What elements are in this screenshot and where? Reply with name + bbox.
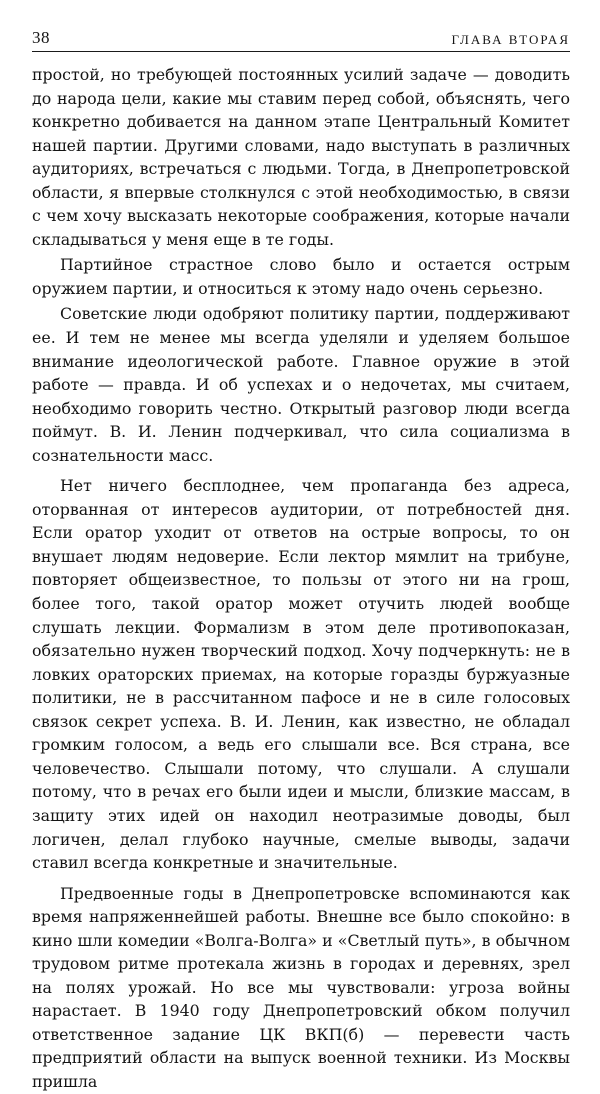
paragraph-party-word: Партийное страстное слово было и остается острым оружием партии, и относиться к этому надо очень серьезно. (32, 255, 570, 298)
running-header (32, 26, 570, 52)
paragraph-soviet-people: Советские люди одобряют политику партии, поддерживают ее. И тем не менее мы всегда уделяли и уделяем большое внимание идеологической работе. Главное оружие в этой работе — правда. И об успехах и о недочетах, мы считаем, необходимо говорить честно. Открытый разговор люди всегда поймут. В. И. Ленин подчеркивал, что сила социализма в сознательности масс. (32, 304, 570, 465)
book-page (32, 26, 570, 1094)
paragraph-continuation: простой, но требующей постоянных усилий задаче — доводить до народа цели, какие мы ставим перед собой, объяснять, чего конкретно добивается на данном этапе Центральный Комитет нашей партии. Другими словами, надо выступать в различных аудиториях, встречаться с людьми. Тогда, в Днепропетровской области, я впервые столкнулся с этой необходимостью, в связи с чем хочу высказать некоторые соображения, которые начали складываться у меня еще в те годы. (32, 65, 570, 249)
chapter-title: ГЛАВА ВТОРАЯ (451, 32, 570, 47)
paragraph-propaganda: Нет ничего бесплоднее, чем пропаганда без адреса, оторванная от интересов аудитории, от потребностей дня. Если оратор уходит от ответов на острые вопросы, то он внушает людям недоверие. Если лектор мямлит на трибуне, повторяет общеизвестное, то пользы от этого ни на грош, более того, такой оратор может отучить людей вообще слушать лекции. Формализм в этом деле противопоказан, обязательно нужен творческий подход. Хочу подчеркнуть: не в ловких ораторских приемах, на которые горазды буржуазные политики, не в рассчитанном пафосе и не в силе голосовых связок секрет успеха. В. И. Ленин, как известно, не обладал громким голосом, а ведь его слышали все. Вся страна, все человечество. Слышали потому, что слушали. А слушали потому, что в речах его были идеи и мысли, близкие массам, в защиту этих идей он находил неотразимые доводы, был логичен, делал глубоко научные, смелые выводы, задачи ставил всегда конкретные и значительные. (32, 476, 570, 873)
paragraph-prewar-years: Предвоенные годы в Днепропетровске вспоминаются как время напряженнейшей работы. Внешне все было спокойно: в кино шли комедии «Волга-Волга» и «Светлый путь», в обычном трудовом ритме протекала жизнь в городах и деревнях, зрел на полях урожай. Но все мы чувствовали: угроза войны нарастает. В 1940 году Днепропетровский обком получил ответственное задание ЦК ВКП(б) — перевести часть предприятий области на выпуск военной техники. Из Москвы пришла (32, 883, 570, 1091)
page-number: 38 (32, 28, 50, 47)
